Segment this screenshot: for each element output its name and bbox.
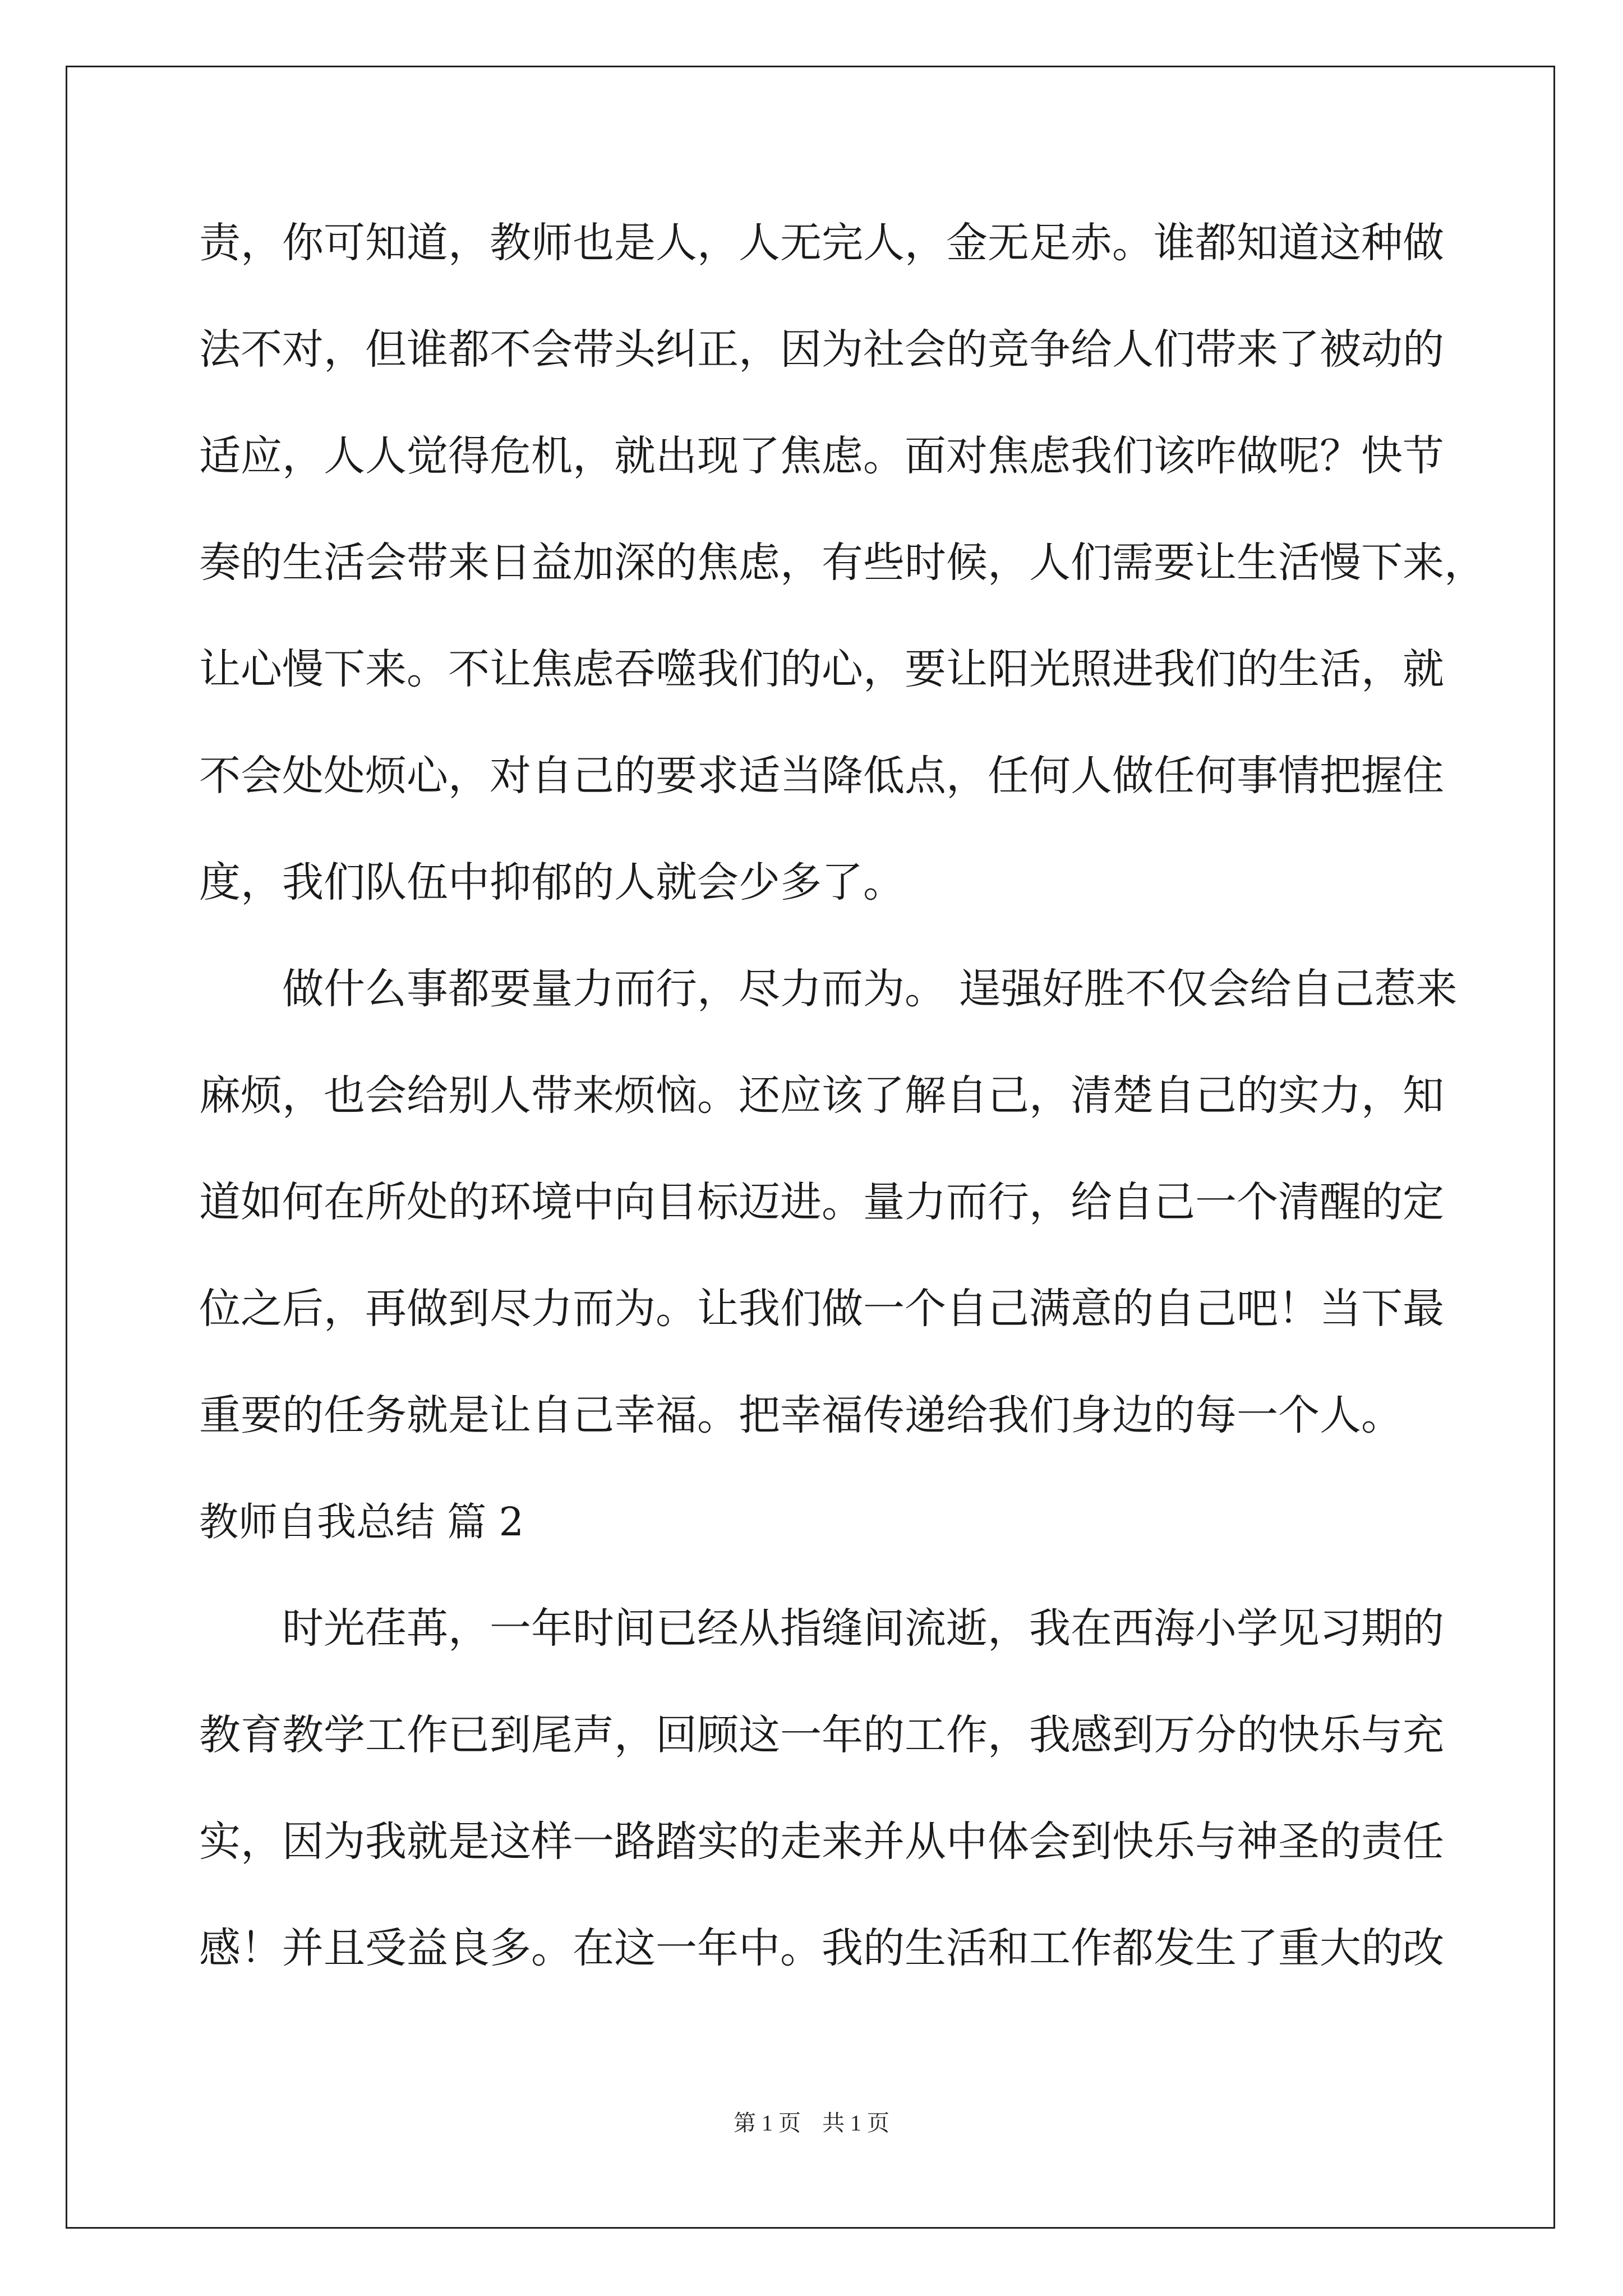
text-line: 重要的任务就是让自己幸福。把幸福传递给我们身边的每一个人。	[199, 1391, 1403, 1439]
page-total: 共 1 页	[822, 2110, 889, 2136]
text-line: 责，你可知道，教师也是人，人无完人，金无足赤。谁都知道这种做	[199, 219, 1444, 267]
text-line: 度，我们队伍中抑郁的人就会少多了。	[199, 858, 905, 907]
text-line: 奏的生活会带来日益加深的焦虑，有些时候，人们需要让生活慢下来，	[199, 539, 1486, 587]
text-line: 法不对，但谁都不会带头纠正，因为社会的竞争给人们带来了被动的	[199, 325, 1444, 374]
paragraph-first-line: 做什么事都要量力而行，尽力而为。 逞强好胜不仅会给自己惹来	[282, 965, 1458, 1013]
page-footer	[0, 2109, 1623, 2137]
page-number: 第 1 页	[734, 2110, 801, 2136]
text-line: 感！并且受益良多。在这一年中。我的生活和工作都发生了重大的改	[199, 1924, 1444, 1972]
text-line: 教育教学工作已到尾声，回顾这一年的工作，我感到万分的快乐与充	[199, 1711, 1444, 1759]
text-line: 麻烦，也会给别人带来烦恼。还应该了解自己，清楚自己的实力，知	[199, 1071, 1444, 1120]
text-line: 让心慢下来。不让焦虑吞噬我们的心，要让阳光照进我们的生活，就	[199, 645, 1444, 693]
text-line: 不会处处烦心，对自己的要求适当降低点，任何人做任何事情把握住	[199, 752, 1444, 800]
text-line: 实，因为我就是这样一路踏实的走来并从中体会到快乐与神圣的责任	[199, 1818, 1444, 1866]
paragraph-first-line: 时光荏苒，一年时间已经从指缝间流逝，我在西海小学见习期的	[282, 1604, 1444, 1653]
text-line: 道如何在所处的环境中向目标迈进。量力而行，给自己一个清醒的定	[199, 1178, 1444, 1226]
text-line: 适应，人人觉得危机，就出现了焦虑。面对焦虑我们该咋做呢？快节	[199, 432, 1444, 480]
section-heading: 教师自我总结 篇 2	[199, 1499, 524, 1545]
page-border	[66, 66, 1555, 2229]
text-line: 位之后，再做到尽力而为。让我们做一个自己满意的自己吧！当下最	[199, 1285, 1444, 1333]
